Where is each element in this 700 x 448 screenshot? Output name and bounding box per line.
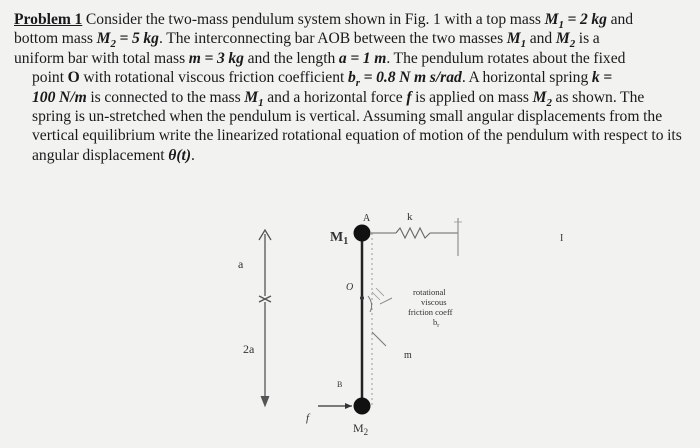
problem-line-3 [14,49,700,68]
text-segment: is applied on mass [411,88,533,106]
text-segment: and [526,30,556,48]
text-segment: point [32,69,68,87]
text-segment: is connected to the mass [86,88,245,106]
text-segment: bottom mass [14,30,97,48]
text-segment: uniform bar with total mass [14,49,189,67]
mass-m2 [354,398,371,415]
symbol-m2: $M_2$ [532,88,552,109]
value-k-units: 100 N/m [32,88,87,106]
label-2a: 2a [243,342,255,356]
problem-line-5 [14,88,700,107]
problem-label: Problem 1 [14,11,83,28]
label-k: k [407,211,413,223]
label-O: O [346,282,354,293]
dimension-2a-arrow [261,396,269,406]
text-segment: as shown. The [551,88,645,106]
text-segment: and a horizontal force [263,88,407,106]
symbol-m1: $M_1$ [506,30,527,51]
problem-line-8 [14,146,700,165]
label-rotational: rotational [413,287,446,297]
text-segment: . [191,146,195,164]
m-pointer [372,332,386,346]
label-friction-coeff: friction coeff [408,307,453,317]
problem-line-4 [14,68,700,90]
symbol-o: O [67,69,80,87]
problem-statement [14,10,700,165]
symbol-m1: $M_1$ [544,11,564,32]
text-segment: . The interconnecting bar AOB between the two masses [158,30,507,48]
label-A: A [363,213,371,224]
label-br: $b_r$ [433,317,440,329]
label-f: f [306,412,310,424]
label-m: m [404,350,412,361]
value-k: k = [591,69,613,87]
value-a: a = 1 m [338,49,387,67]
symbol-theta: θ(t) [168,146,192,164]
symbol-m2: $M_2$ [96,30,116,51]
problem-line-7: vertical equilibrium write the linearized rotational equation of motion of the pendulum with respect to its [32,127,682,145]
problem-line-1 [14,10,700,32]
text-segment: . The pendulum rotates about the fixed [386,49,626,67]
value-m: m = 3 kg [188,49,244,67]
label-I: I [560,233,564,244]
label-m1: $M_1$ [330,230,349,247]
value-m2: = 5 kg [115,30,159,48]
text-segment: and [606,11,634,28]
text-segment: Consider the two-mass pendulum system shown in Fig. 1 with a top mass [82,11,545,28]
spring [371,218,462,256]
symbol-br: $b_r$ [347,69,360,90]
value-m1: = 2 kg [563,11,607,28]
label-viscous: viscous [421,297,447,307]
pivot-o [360,296,364,300]
symbol-m1: $M_1$ [244,88,264,109]
dimension-lines [259,230,271,406]
pendulum-figure [0,200,700,448]
text-segment: and the length [243,49,339,67]
label-B: B [337,380,343,389]
text-segment: with rotational viscous friction coefficient [79,69,348,87]
symbol-m2: $M_2$ [555,30,576,51]
label-a: a [238,257,244,271]
mass-m1 [354,225,371,242]
text-segment: is a [575,30,600,48]
problem-line-2 [14,29,700,51]
problem-line-6: spring is un-stretched when the pendulum is vertical. Assuming small angular displacements from the [32,108,663,126]
value-br: = 0.8 N m s/rad [359,69,462,87]
symbol-f: f [406,88,412,106]
text-segment: . A horizontal spring [461,69,592,87]
dimension-cross [259,296,271,302]
text-segment: angular displacement [32,146,169,164]
label-m2: $M_2$ [353,421,369,437]
